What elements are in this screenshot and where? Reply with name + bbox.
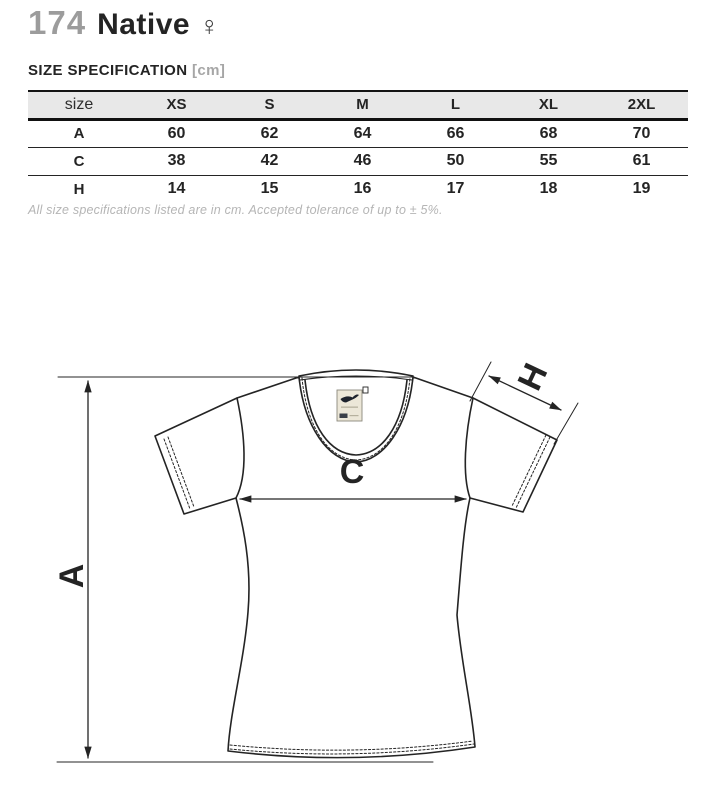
- dim-label-a: A: [53, 563, 91, 589]
- cell-c-2xl: 61: [632, 152, 651, 169]
- cell-c-xs: 38: [167, 152, 186, 169]
- col-header-xl: XL: [502, 91, 595, 119]
- section-title: [28, 62, 225, 79]
- cell-h-s: 15: [260, 180, 279, 198]
- cell-h-xl: 18: [539, 180, 558, 198]
- cell-c-m: 46: [353, 152, 372, 169]
- tag-text-line-2: [350, 415, 359, 416]
- table-row-c: [28, 147, 688, 175]
- cell-a-xl: 68: [539, 124, 558, 142]
- tolerance-footnote: All size specifications listed are in cm. Accepted tolerance of up to ± 5%.: [28, 203, 443, 217]
- cell-a-m: 64: [353, 124, 372, 142]
- cell-a-2xl: 70: [632, 124, 651, 142]
- brand-tag: [337, 387, 368, 421]
- cell-h-m: 16: [353, 180, 372, 198]
- female-icon: ♀: [199, 11, 220, 41]
- cell-c-s: 42: [260, 152, 279, 169]
- tag-text-line: [341, 407, 358, 408]
- row-label-a: A: [73, 125, 85, 142]
- h-extension-line-lower: [554, 403, 578, 444]
- tshirt-outline: [155, 370, 557, 758]
- tshirt-body-path: [155, 377, 557, 758]
- cell-h-xs: 14: [167, 180, 186, 198]
- product-name: Native: [97, 8, 191, 41]
- section-title-text: SIZE SPECIFICATION: [28, 62, 188, 79]
- h-extension-line-upper: [470, 362, 491, 401]
- dim-label-h: H: [510, 357, 556, 397]
- cell-c-xl: 55: [539, 152, 558, 169]
- cell-a-l: 66: [446, 124, 465, 142]
- size-table: [28, 90, 688, 203]
- collar-back-top: [299, 370, 413, 376]
- col-header-size: size: [28, 91, 130, 119]
- collar-size-tab: [363, 387, 368, 393]
- col-header-m: M: [316, 91, 409, 119]
- table-row-h: [28, 175, 688, 203]
- col-header-xs: XS: [130, 91, 223, 119]
- tshirt-size-diagram: [0, 335, 720, 789]
- table-row-a: [28, 119, 688, 147]
- col-header-l: L: [409, 91, 502, 119]
- cell-a-xs: 60: [167, 124, 186, 142]
- tag-dark-block: [340, 414, 348, 419]
- row-label-h: H: [73, 180, 85, 198]
- product-header: [28, 4, 219, 42]
- cell-a-s: 62: [260, 124, 279, 142]
- cell-h-2xl: 19: [632, 180, 651, 198]
- cell-h-l: 17: [446, 180, 465, 198]
- product-number: 174: [28, 4, 87, 41]
- dim-label-c: C: [339, 453, 365, 491]
- cell-c-l: 50: [446, 152, 465, 169]
- col-header-s: S: [223, 91, 316, 119]
- section-unit: [cm]: [192, 62, 226, 79]
- row-label-c: C: [73, 152, 85, 170]
- col-header-2xl: 2XL: [595, 91, 688, 119]
- dimension-a: [53, 381, 91, 758]
- size-table-header-row: [28, 91, 688, 119]
